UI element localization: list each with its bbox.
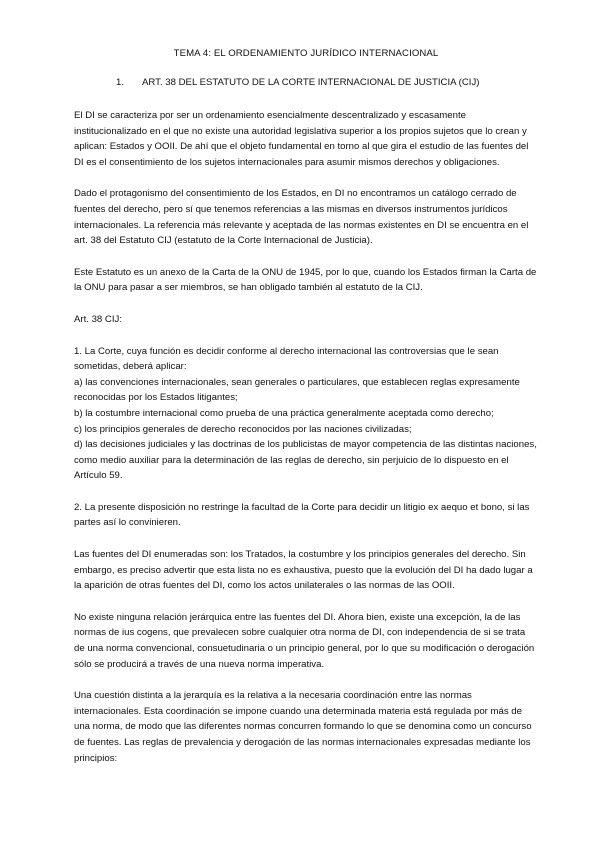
paragraph-statute: Este Estatuto es un anexo de la Carta de la ONU de 1945, por lo que, cuando los Estados firman la Carta de la ONU para pasar a ser miembros, se han obligado también al estatuto de la CIJ. — [74, 266, 537, 294]
paragraph-sources-list: Las fuentes del DI enumeradas son: los Tratados, la costumbre y los principios generales del derecho. Sin embargo, es preciso advertir que esta lista no es exhaustiva, puesto que la evolución del DI ha dado lugar a la aparición de otras fuentes del DI, como los actos unilaterales o las normas de las OOII. — [74, 549, 533, 592]
paragraph-hierarchy: No existe ninguna relación jerárquica entre las fuentes del DI. Ahora bien, existe una excepción, la de las normas de ius cogens, que prevalecen sobre cualquier otra norma de DI, con independencia de si se trata de una norma convencional, consuetudinaria o un principio general, por lo que su modificación o derogación sólo se producirá a través de una nueva norma imperativa. — [74, 611, 535, 670]
document-title: TEMA 4: EL ORDENAMIENTO JURÍDICO INTERNACIONAL — [173, 48, 439, 59]
article-38-item-a: a) las convenciones internacionales, sean generales o particulares, que establecen reglas expresamente reconocidas por los Estados litigantes; — [74, 376, 520, 404]
article-38-item-c: c) los principios generales de derecho reconocidos por las naciones civilizadas; — [74, 423, 412, 435]
paragraph-ex-aequo: 2. La presente disposición no restringe la facultad de la Corte para decidir un litigio ex aequo et bono, si las partes así lo convinieren. — [74, 501, 530, 529]
article-38-item-b: b) la costumbre internacional como prueba de una práctica generalmente aceptada como derecho; — [74, 407, 494, 419]
section-heading — [74, 77, 538, 88]
paragraph-intro: El DI se caracteriza por ser un ordenamiento esencialmente descentralizado y escasamente institucionalizado en el que no existe una autoridad legislativa superior a los propios sujetos que lo crean y aplican: Estados y OOII. De ahí que el objeto fundamental en torno al que gira el estudio de las fuentes del DI es el consentimiento de los sujetos internacionales para asumir mismos derechos y obligaciones. — [74, 110, 529, 168]
paragraph-art38-label: Art. 38 CIJ: — [74, 313, 122, 325]
article-38-text — [74, 344, 538, 484]
paragraph-consent: Dado el protagonismo del consentimiento de los Estados, en DI no encontramos un catálogo cerrado de fuentes del derecho, pero sí que tenemos referencias a las mismas en diversos instrumentos jurídicos internacionales. La referencia más relevante y aceptada de las normas existentes en DI se encuentra en el art. 38 del Estatuto CIJ (estatuto de la Corte Internacional de Justicia). — [74, 188, 529, 247]
article-38-item-d: d) las decisiones judiciales y las doctrinas de los publicistas de mayor competencia de las distintas naciones, como medio auxiliar para la determinación de las reglas de derecho, sin perjuicio de lo dispuesto en el Artículo 59. — [74, 439, 537, 482]
section-number: 1. — [116, 77, 125, 88]
section-heading-text: ART. 38 DEL ESTATUTO DE LA CORTE INTERNACIONAL DE JUSTICIA (CIJ) — [142, 77, 480, 88]
article-38-intro: 1. La Corte, cuya función es decidir conforme al derecho internacional las controversias que le sean sometidas, deberá aplicar: — [74, 345, 499, 373]
paragraph-coordination: Una cuestión distinta a la jerarquía es la relativa a la necesaria coordinación entre las normas internacionales. Esta coordinación se impone cuando una determinada materia está regulada por más de una norma, de modo que las diferentes normas concurren formando lo que se denomina como un concurso de fuentes. Las reglas de prevalencia y derogación de las normas internacionales expresadas mediante los principios: — [74, 690, 532, 764]
